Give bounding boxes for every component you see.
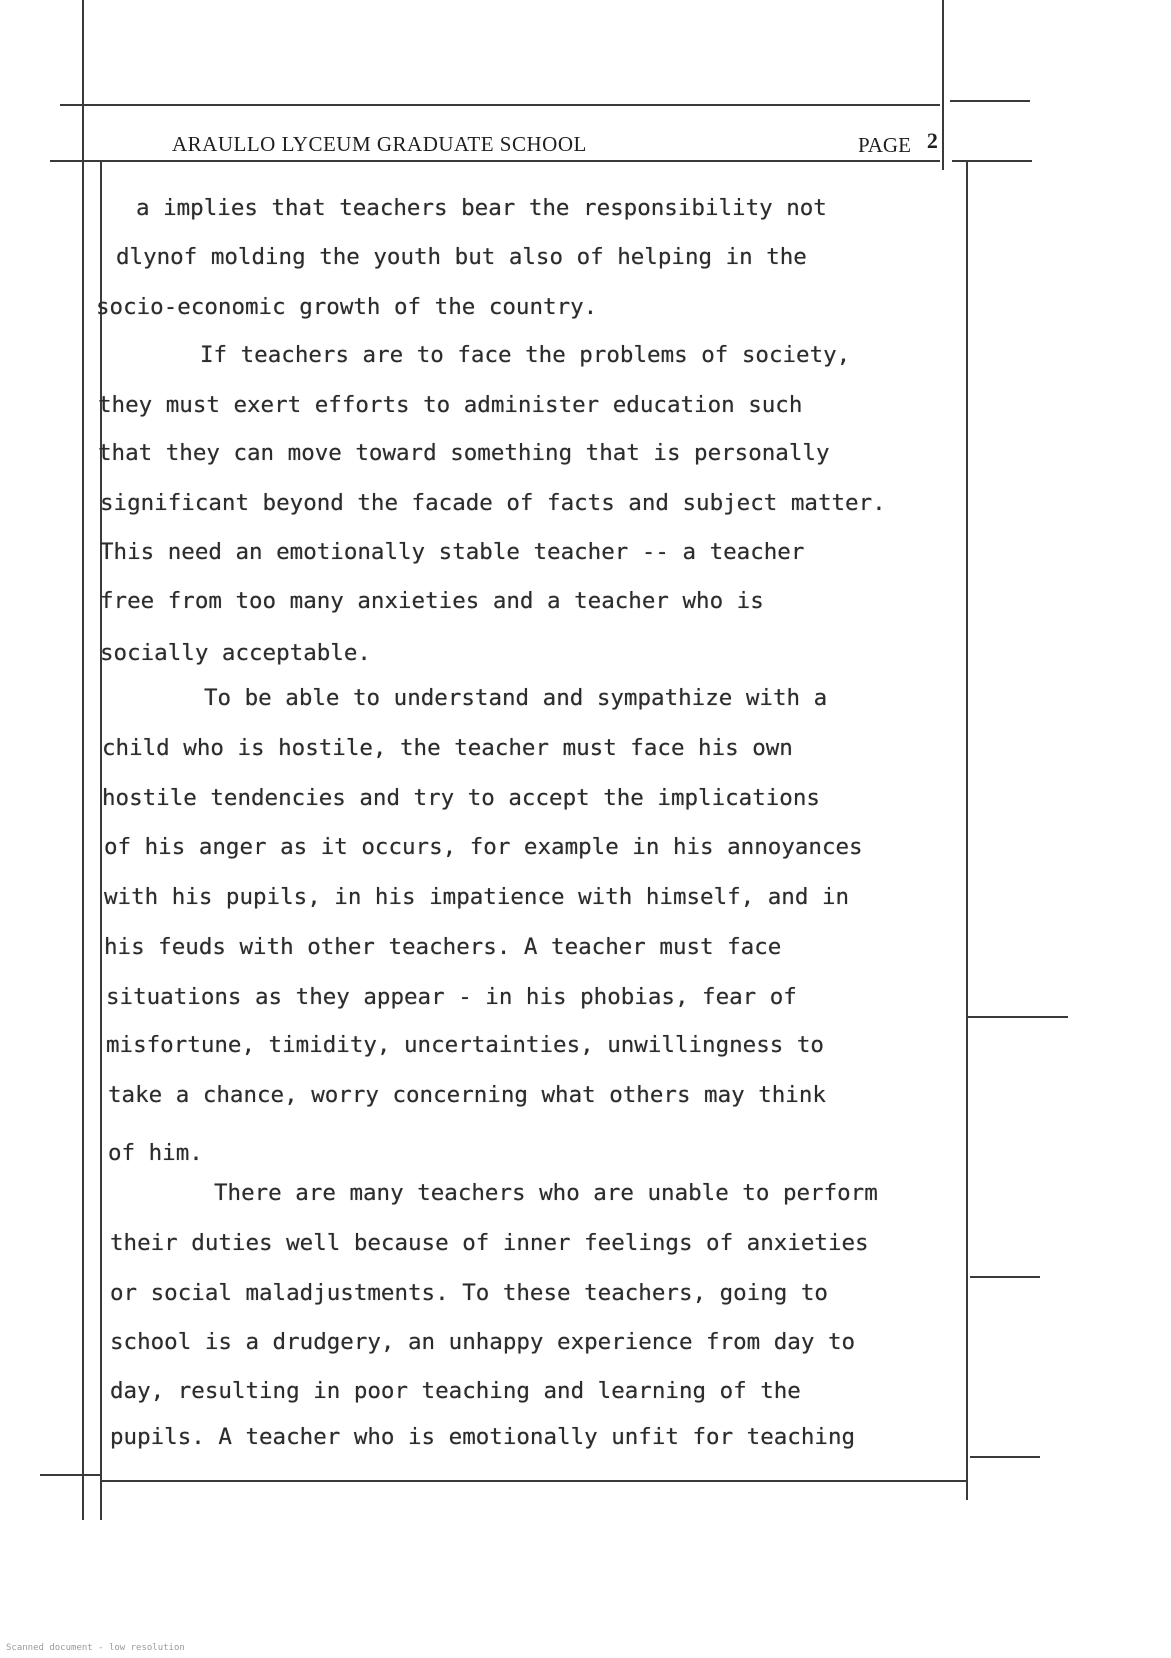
right-tick-1: [968, 1016, 1068, 1018]
text-line: free from too many anxieties and a teacher who is: [100, 588, 764, 614]
text-line: they must exert efforts to administer education such: [98, 392, 803, 418]
header-title: ARAULLO LYCEUM GRADUATE SCHOOL: [172, 132, 587, 156]
left-margin-rule: [82, 0, 84, 1520]
page-label: PAGE: [858, 133, 911, 157]
text-line: If teachers are to face the problems of society,: [200, 342, 851, 368]
text-line: or social maladjustments. To these teachers, going to: [110, 1280, 828, 1306]
text-line: that they can move toward something that is personally: [98, 440, 830, 466]
header-top-rule-right: [950, 100, 1030, 102]
right-margin-rule-lower: [966, 160, 968, 1500]
text-line: of his anger as it occurs, for example in his annoyances: [104, 834, 863, 860]
text-line: with his pupils, in his impatience with himself, and in: [104, 884, 850, 910]
text-line: socially acceptable.: [100, 640, 371, 666]
text-line: school is a drudgery, an unhappy experience from day to: [110, 1329, 856, 1355]
text-line: significant beyond the facade of facts and subject matter.: [100, 490, 886, 516]
text-line: of him.: [108, 1140, 203, 1166]
header-bottom-rule: [50, 160, 940, 162]
text-line: a implies that teachers bear the responsibility not: [136, 195, 827, 221]
page-number: 2: [926, 128, 938, 153]
text-line: misfortune, timidity, uncertainties, unwillingness to: [106, 1032, 824, 1058]
text-line: day, resulting in poor teaching and learning of the: [110, 1378, 801, 1404]
header-top-rule: [60, 104, 940, 106]
text-line: his feuds with other teachers. A teacher must face: [104, 934, 782, 960]
header-bottom-rule-right: [952, 160, 1032, 162]
footer-rule-left: [40, 1474, 100, 1476]
left-margin-rule-inner: [100, 160, 102, 1520]
text-line: child who is hostile, the teacher must face his own: [102, 735, 793, 761]
text-line: pupils. A teacher who is emotionally unfit for teaching: [110, 1424, 856, 1450]
right-tick-2: [970, 1276, 1040, 1278]
footer-rule: [100, 1480, 966, 1482]
text-line: This need an emotionally stable teacher -- a teacher: [100, 539, 805, 565]
scan-footnote: Scanned document - low resolution: [6, 1643, 185, 1653]
footer-rule-right: [970, 1456, 1040, 1458]
text-line: take a chance, worry concerning what others may think: [108, 1082, 826, 1108]
text-line: There are many teachers who are unable to perform: [214, 1180, 878, 1206]
page-indicator: [858, 128, 938, 158]
text-line: situations as they appear - in his phobias, fear of: [106, 984, 797, 1010]
right-margin-rule: [942, 0, 944, 170]
text-line: socio-economic growth of the country.: [96, 294, 598, 320]
text-line: To be able to understand and sympathize with a: [204, 685, 828, 711]
text-line: hostile tendencies and try to accept the implications: [102, 785, 820, 811]
text-line: their duties well because of inner feelings of anxieties: [110, 1230, 869, 1256]
text-line: dlynof molding the youth but also of helping in the: [116, 244, 807, 270]
